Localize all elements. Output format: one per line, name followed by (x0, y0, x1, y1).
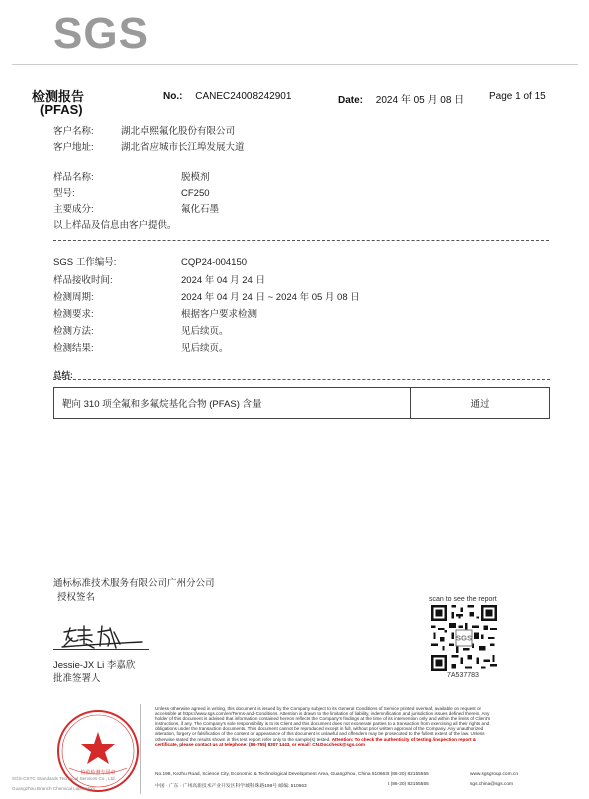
client-address-label: 客户地址: (53, 142, 94, 153)
test-result-label: 检测结果: (53, 343, 94, 354)
qr-code-id: 7A537783 (447, 672, 479, 679)
website: www.sgsgroup.com.cn (470, 772, 518, 777)
component-value: 氟化石墨 (181, 204, 220, 215)
summary-item-cell: 靶向 310 项全氟和多氟烷基化合物 (PFAS) 含量 (54, 388, 411, 419)
qr-caption: scan to see the report (429, 596, 497, 603)
page-indicator: Page 1 of 15 (489, 91, 546, 102)
report-date-label: Date: (338, 95, 364, 106)
client-name-label: 客户名称: (53, 126, 94, 137)
report-number-value: CANEC24008242901 (195, 91, 292, 102)
test-period-label: 检测周期: (53, 292, 94, 303)
signatory-role: 批准签署人 (53, 673, 101, 684)
report-date (338, 91, 464, 106)
test-period-value: 2024 年 04 月 24 日 ~ 2024 年 05 月 08 日 (181, 292, 360, 303)
address-cn: 中国 · 广东 · 广州高新技术产业开发区科学城科珠路198号 邮编: 510663 (155, 784, 307, 789)
report-number-label: No.: (163, 91, 183, 102)
test-request-label: 检测要求: (53, 309, 94, 320)
disclaimer-text: Unless otherwise agreed in writing, this document is issued by the Company subject to its General Conditions of Service printed overleaf, available on request or accessible at https://www.sgs.com/en/Terms-and-Conditions. Attention is drawn to the limitation of liability, indemnification and jurisdiction issues defined therein. Any holder of this document is advised that information contained hereon reflects the Company's findings at the time of its intervention only and within the limits of Client's instructions, if any. The Company's sole responsibility is to its Client and this document does not exonerate parties to a transaction from exercising all their rights and obligations under the transaction documents. This document cannot be reproduced except in full, without prior written approval of the Company. Any unauthorized alteration, forgery or falsification of the content or appearance of this document is unlawful and offenders may be prosecuted to the fullest extent of the law. Unless otherwise stated the results shown in this test report refer only to the sample(s) tested. (155, 706, 491, 742)
svg-text:SGS: SGS (455, 633, 473, 643)
client-name-value: 湖北卓熙氟化股份有限公司 (121, 126, 236, 137)
email: sgs.china@sgs.com (470, 782, 513, 787)
test-request-value: 根据客户要求检测 (181, 309, 258, 320)
sample-name-label: 样品名称: (53, 172, 94, 183)
received-date-value: 2024 年 04 月 24 日 (181, 275, 265, 286)
job-number-value: CQP24-004150 (181, 257, 248, 268)
report-title: 检测报告 (32, 89, 85, 104)
received-date-label: 样品接收时间: (53, 275, 113, 286)
test-method-label: 检测方法: (53, 326, 94, 337)
summary-divider (53, 379, 550, 380)
handwritten-signature (58, 618, 148, 650)
client-address-value: 湖北省应城市长江埠发展大道 (121, 142, 245, 153)
lab-branch: Guangzhou Branch Chemical Laboratory (12, 786, 96, 791)
phone-2: t (86-20) 82155555 (388, 782, 429, 787)
sample-note: 以上样品及信息由客户提供。 (53, 220, 177, 231)
report-date-value: 2024 年 05 月 08 日 (375, 95, 465, 106)
header-divider (12, 64, 578, 65)
model-value: CF250 (181, 188, 210, 199)
signature-line (53, 649, 149, 650)
qr-code[interactable] (431, 605, 497, 671)
model-label: 型号: (53, 188, 75, 199)
phone-1: t (86-20) 82155555 (388, 772, 429, 777)
sample-name-value: 脱模剂 (181, 172, 210, 183)
lab-name: SGS-CSTC Standards Technical Services Co., Ltd. (12, 776, 116, 781)
summary-label: 总结: (53, 370, 73, 380)
svg-text:检验检测专用章: 检验检测专用章 (80, 770, 116, 776)
address-en: No.198, Kezhu Road, Science City, Economic & Technological Development Area, Guangzhou, China 510663 (155, 772, 388, 777)
company-seal (55, 708, 141, 794)
summary-result-cell: 通过 (411, 388, 550, 419)
signatory-name: Jessie-JX Li 李嘉欣 (53, 660, 136, 671)
test-result-value: 见后续页。 (181, 343, 229, 354)
footer-disclaimer (155, 706, 500, 747)
issuing-company: 通标标准技术服务有限公司广州分公司 (53, 578, 215, 589)
summary-table (53, 387, 550, 419)
authenticity-notice: Attention: To check the authenticity of testing /inspection report & certificate, please contact us at telephone: (86-755) 8307 1443, or email: CN.Doccheck@sgs.com (155, 736, 477, 747)
job-number-label: SGS 工作编号: (53, 257, 117, 268)
report-number (163, 91, 291, 102)
table-row (54, 388, 550, 419)
authorized-signature-label: 授权签名 (57, 592, 96, 603)
footer-divider (140, 704, 141, 794)
section-divider (53, 240, 549, 241)
component-label: 主要成分: (53, 204, 94, 215)
sgs-logo: SGS (53, 9, 149, 58)
report-subtitle: (PFAS) (40, 102, 83, 117)
test-method-value: 见后续页。 (181, 326, 229, 337)
